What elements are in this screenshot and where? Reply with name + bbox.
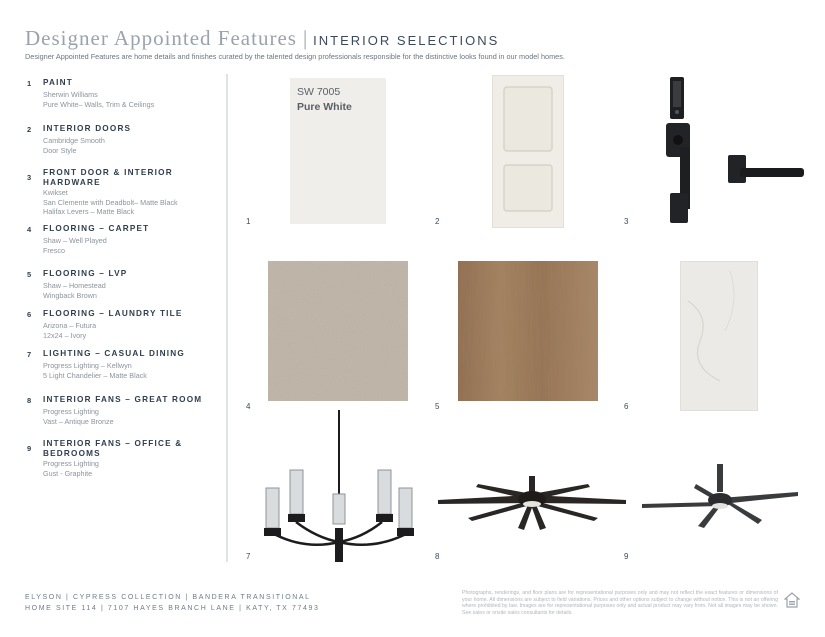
paint-swatch	[290, 78, 386, 224]
item-line: San Clemente with Deadbolt– Matte Black	[43, 197, 178, 207]
item-title: FRONT DOOR & INTERIOR HARDWARE	[43, 168, 173, 187]
item-line: Kwikset	[43, 188, 68, 197]
great-room-fan-image	[438, 470, 626, 532]
item-line: Fresco	[43, 245, 65, 255]
tile-number: 1	[246, 217, 251, 226]
item-number: 2	[27, 125, 32, 134]
item-number: 4	[27, 225, 32, 234]
page-subtitle: INTERIOR SELECTIONS	[313, 33, 500, 48]
item-title: LIGHTING – CASUAL DINING	[43, 349, 185, 358]
item-number: 6	[27, 310, 32, 319]
item-number: 9	[27, 444, 32, 453]
item-number: 5	[27, 270, 32, 279]
page-title: Designer Appointed Features	[25, 26, 297, 50]
item-line: Progress Lighting – Kellwyn	[43, 361, 132, 370]
paint-name: Pure White	[297, 101, 352, 113]
tile-number: 5	[435, 402, 440, 411]
item-title: FLOORING – CARPET	[43, 224, 150, 233]
item-title: INTERIOR DOORS	[43, 124, 132, 133]
item-line: Vast – Antique Bronze	[43, 416, 114, 426]
tile-number: 9	[624, 552, 629, 561]
carpet-swatch	[268, 261, 408, 401]
item-line: Shaw – Homestead	[43, 281, 106, 290]
tile-number: 4	[246, 402, 251, 411]
sidebar-divider	[226, 74, 228, 562]
item-line: Sherwin Williams	[43, 90, 98, 99]
door-image	[492, 75, 564, 228]
item-line: Wingback Brown	[43, 290, 97, 300]
item-number: 1	[27, 79, 32, 88]
item-line: 5 Light Chandelier – Matte Black	[43, 370, 147, 380]
item-number: 8	[27, 396, 32, 405]
item-line: Pure White– Walls, Trim & Ceilings	[43, 99, 155, 109]
item-title: FLOORING – LVP	[43, 269, 128, 278]
page-description: Designer Appointed Features are home details and finishes curated by the talented design professionals responsible for the distinctive looks found in our model homes.	[25, 52, 565, 61]
item-line: Progress Lighting	[43, 407, 99, 416]
item-line: Progress Lighting	[43, 459, 99, 468]
chandelier-image	[262, 410, 417, 562]
paint-code: SW 7005	[297, 86, 341, 98]
item-line: 12x24 – Ivory	[43, 330, 87, 340]
laundry-tile-swatch	[680, 261, 758, 411]
item-title: FLOORING – LAUNDRY TILE	[43, 309, 183, 318]
tile-number: 2	[435, 217, 440, 226]
selection-list	[0, 0, 225, 637]
item-title: INTERIOR FANS – OFFICE & BEDROOMS	[43, 439, 183, 458]
item-line: Gust - Graphite	[43, 468, 93, 478]
tile-number: 8	[435, 552, 440, 561]
footer-address: HOME SITE 114 | 7107 HAYES BRANCH LANE | KATY, TX 77493	[25, 605, 320, 612]
tile-number: 3	[624, 217, 629, 226]
office-fan-image	[640, 462, 800, 532]
tile-number: 7	[246, 552, 251, 561]
item-line: Cambridge Smooth	[43, 136, 105, 145]
item-title: INTERIOR FANS – GREAT ROOM	[43, 395, 203, 404]
lvp-swatch	[458, 261, 598, 401]
title-separator: |	[302, 26, 308, 50]
equal-housing-icon	[784, 592, 800, 608]
item-line: Arizona – Futura	[43, 321, 97, 330]
item-number: 3	[27, 173, 32, 182]
item-line: Door Style	[43, 145, 77, 155]
door-hardware-image	[660, 75, 810, 230]
item-line: Halifax Levers – Matte Black	[43, 207, 135, 217]
footer-community: ELYSON | CYPRESS COLLECTION | BANDERA TRANSITIONAL	[25, 594, 311, 601]
item-line: Shaw – Well Played	[43, 236, 107, 245]
item-title: PAINT	[43, 78, 73, 87]
item-number: 7	[27, 350, 32, 359]
footer-disclaimer: Photographs, renderings, and floor plans are for representational purposes only and may not reflect the exact features or dimensions of your home. All dimensions are subject to field variations. Prices and other options subject to change without notice. This is not an offering where prohibited by law. Images are for representational purposes only and actual product may vary from. Not all images may be shown. See sales or onsite sales consultants for details.	[462, 590, 778, 616]
tile-number: 6	[624, 402, 629, 411]
